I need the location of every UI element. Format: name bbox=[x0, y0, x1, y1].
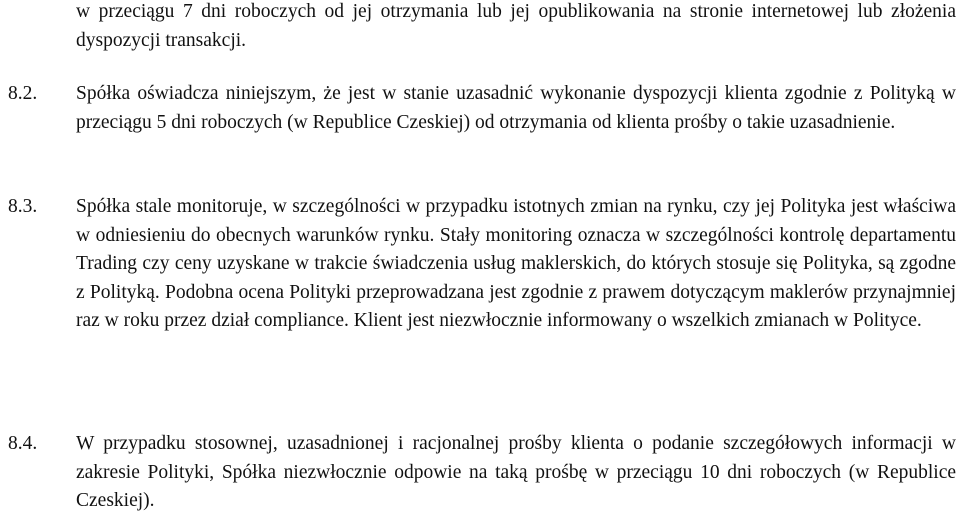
section-number: 8.2. bbox=[8, 83, 38, 104]
section-text: Spółka oświadcza niniejszym, że jest w stanie uzasadnić wykonanie dyspozycji klienta zgodnie z Polityką w przeciągu 5 dni roboczych (w Republice Czeskiej) od otrzymania od klienta prośby o takie uzasadnienie. bbox=[76, 83, 956, 133]
section-text: W przypadku stosownej, uzasadnionej i racjonalnej prośby klienta o podanie szczegółowych informacji w zakresie Polityki, Spółka niezwłocznie odpowie na taką prośbę w przeciągu 10 dni roboczych (w Republice Czeskiej). bbox=[76, 433, 956, 511]
section-text: Spółka stale monitoruje, w szczególności w przypadku istotnych zmian na rynku, czy jej Polityka jest właściwa w odniesieniu do obecnych warunków rynku. Stały monitoring oznacza w szczególności kontrolę departamentu Trading czy ceny uzyskane w trakcie świadczenia usług maklerskich, do których stosuje się Polityka, są zgodne z Polityką. Podobna ocena Polityki przeprowadzana jest zgodnie z prawem dotyczącym maklerów przynajmniej raz w roku przez dział compliance. Klient jest niezwłocznie informowany o wszelkich zmianach w Polityce. bbox=[76, 196, 956, 331]
section-number: 8.4. bbox=[8, 433, 38, 454]
continuation-paragraph: w przeciągu 7 dni roboczych od jej otrzymania lub jej opublikowania na stronie internetowej lub złożenia dyspozycji transakcji. bbox=[76, 1, 956, 51]
section-number: 8.3. bbox=[8, 196, 38, 217]
